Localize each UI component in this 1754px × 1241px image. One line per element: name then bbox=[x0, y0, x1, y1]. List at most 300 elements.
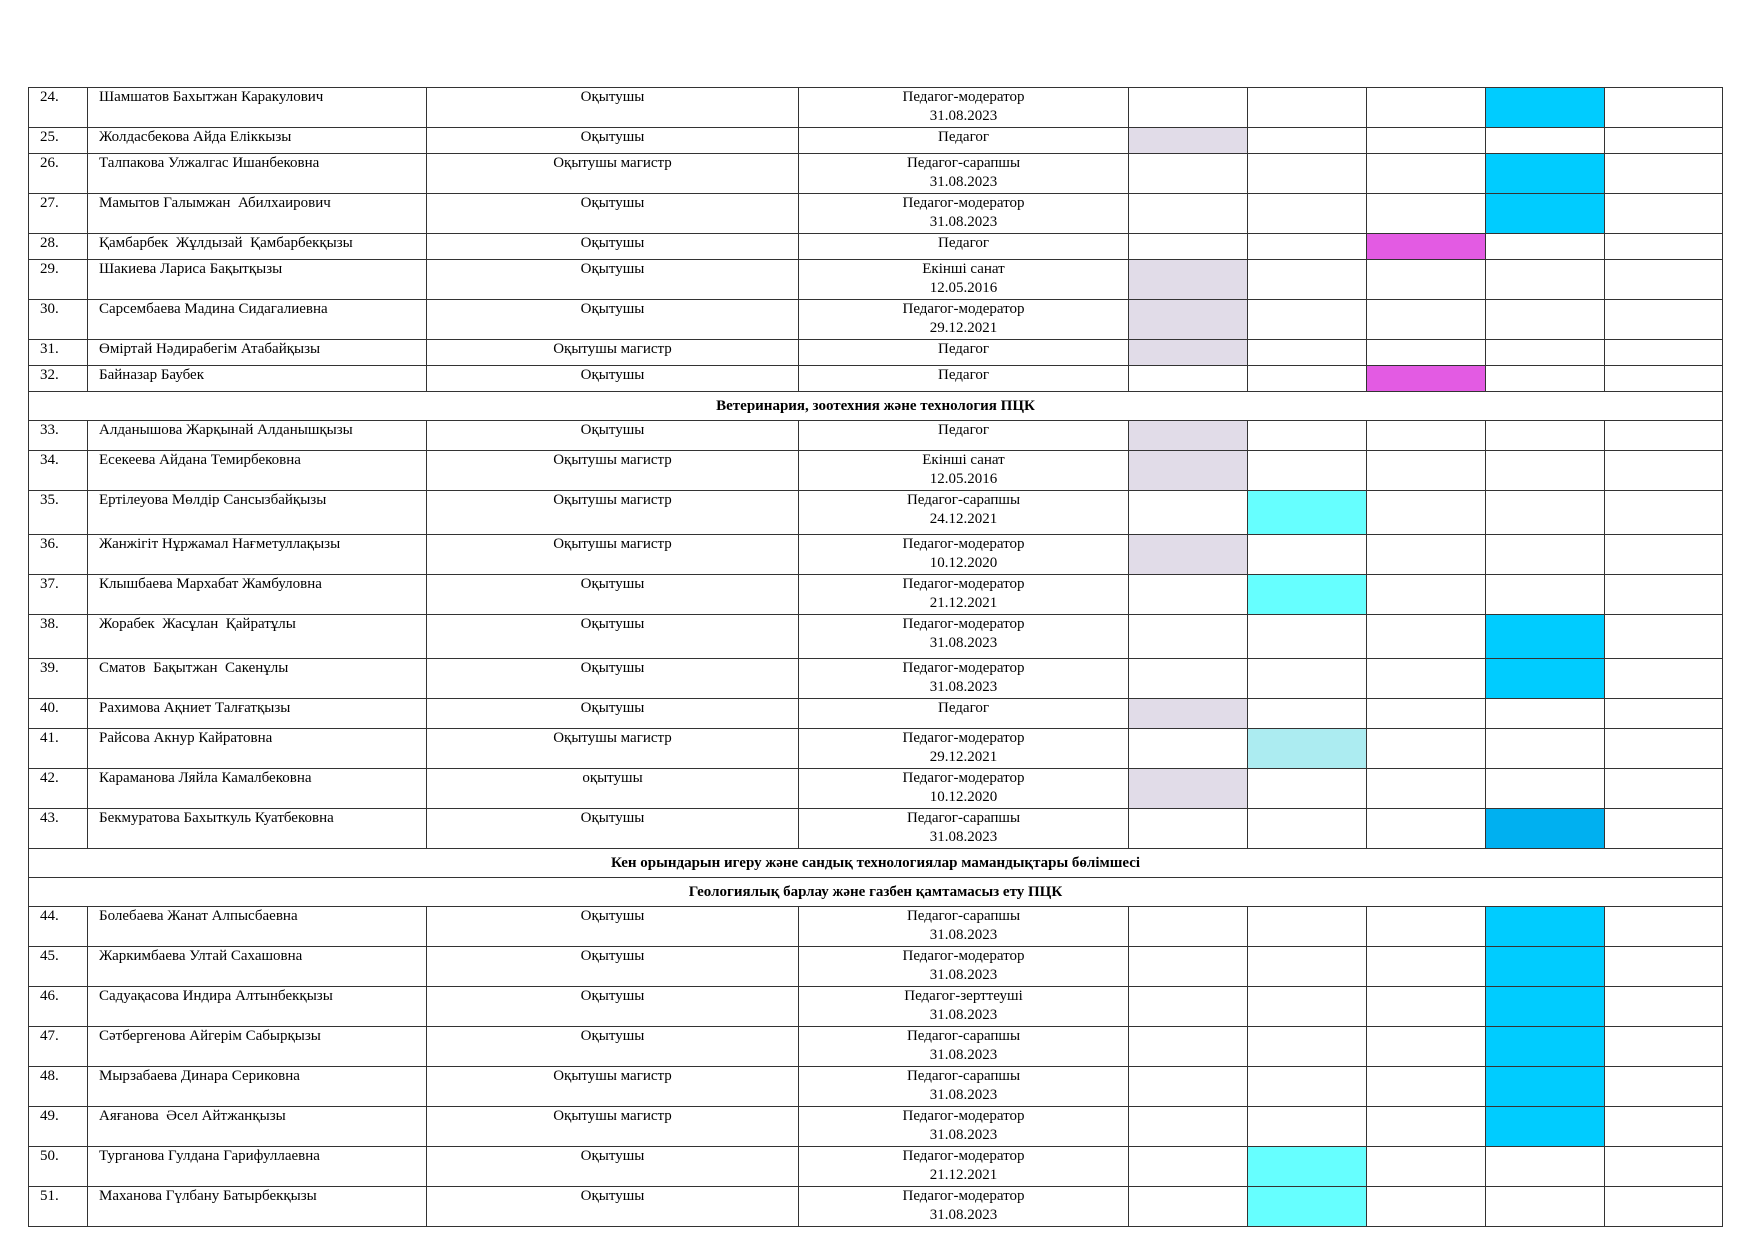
status-cell bbox=[1248, 987, 1367, 1027]
position-cell: Оқытушы bbox=[427, 907, 799, 947]
teacher-name: Шакиева Лариса Бақытқызы bbox=[88, 260, 427, 300]
position-cell: Оқытушы bbox=[427, 300, 799, 340]
teacher-name: Садуақасова Индира Алтынбекқызы bbox=[88, 987, 427, 1027]
status-cell bbox=[1129, 88, 1248, 128]
status-mark-cell bbox=[1486, 1027, 1605, 1067]
status-cell bbox=[1605, 491, 1723, 535]
status-cell bbox=[1367, 194, 1486, 234]
category-name: Педагог bbox=[937, 700, 989, 716]
row-number: 45. bbox=[29, 947, 88, 987]
category-cell bbox=[799, 1187, 1129, 1227]
row-number: 42. bbox=[29, 769, 88, 809]
status-mark-cell bbox=[1248, 729, 1367, 769]
row-number: 30. bbox=[29, 300, 88, 340]
category-date: 31.08.2023 bbox=[929, 174, 998, 190]
position-cell: Оқытушы bbox=[427, 1187, 799, 1227]
position-cell: Оқытушы bbox=[427, 575, 799, 615]
category-name: Педагог bbox=[937, 235, 989, 251]
status-cell bbox=[1248, 1067, 1367, 1107]
category-name: Педагог-сарапшы bbox=[906, 908, 1021, 924]
status-cell bbox=[1486, 128, 1605, 154]
section-header-row bbox=[29, 392, 1723, 421]
category-cell bbox=[799, 575, 1129, 615]
category-name: Педагог-модератор bbox=[902, 770, 1025, 786]
teacher-name: Маханова Гүлбану Батырбекқызы bbox=[88, 1187, 427, 1227]
row-number: 36. bbox=[29, 535, 88, 575]
row-number: 50. bbox=[29, 1147, 88, 1187]
row-number: 43. bbox=[29, 809, 88, 849]
table-row bbox=[29, 729, 1723, 769]
section-header-row bbox=[29, 878, 1723, 907]
status-cell bbox=[1248, 535, 1367, 575]
status-mark-cell bbox=[1367, 366, 1486, 392]
status-cell bbox=[1248, 615, 1367, 659]
table-row bbox=[29, 699, 1723, 729]
category-name: Екінші санат bbox=[922, 261, 1005, 277]
category-cell bbox=[799, 260, 1129, 300]
status-cell bbox=[1605, 194, 1723, 234]
status-mark-cell bbox=[1486, 947, 1605, 987]
status-cell bbox=[1605, 615, 1723, 659]
category-cell bbox=[799, 88, 1129, 128]
status-cell bbox=[1248, 907, 1367, 947]
section-title: Ветеринария, зоотехния және технология ПЦК bbox=[29, 392, 1723, 421]
position-cell: Оқытушы bbox=[427, 128, 799, 154]
position-cell: Оқытушы bbox=[427, 947, 799, 987]
status-cell bbox=[1248, 1107, 1367, 1147]
position-cell: Оқытушы bbox=[427, 88, 799, 128]
category-cell bbox=[799, 421, 1129, 451]
status-cell bbox=[1605, 1067, 1723, 1107]
table-row bbox=[29, 451, 1723, 491]
status-cell bbox=[1367, 535, 1486, 575]
table-row bbox=[29, 1027, 1723, 1067]
table-row bbox=[29, 947, 1723, 987]
category-cell bbox=[799, 366, 1129, 392]
category-date: 31.08.2023 bbox=[929, 967, 998, 983]
table-row bbox=[29, 575, 1723, 615]
status-cell bbox=[1248, 366, 1367, 392]
status-mark-cell bbox=[1367, 234, 1486, 260]
section-title: Кен орындарын игеру және сандық технологиялар мамандықтары бөлімшесі bbox=[29, 849, 1723, 878]
position-cell: Оқытушы bbox=[427, 699, 799, 729]
category-date: 31.08.2023 bbox=[929, 829, 998, 845]
teacher-name: Мамытов Галымжан Абилхаирович bbox=[88, 194, 427, 234]
category-date: 24.12.2021 bbox=[929, 511, 998, 527]
status-cell bbox=[1129, 491, 1248, 535]
category-date: 31.08.2023 bbox=[929, 108, 998, 124]
status-cell bbox=[1605, 1027, 1723, 1067]
status-cell bbox=[1248, 88, 1367, 128]
row-number: 27. bbox=[29, 194, 88, 234]
teacher-name: Бекмуратова Бахыткуль Куатбековна bbox=[88, 809, 427, 849]
table-row bbox=[29, 128, 1723, 154]
teacher-name: Жолдасбекова Айда Еліккызы bbox=[88, 128, 427, 154]
category-name: Педагог-модератор bbox=[902, 1188, 1025, 1204]
status-cell bbox=[1605, 260, 1723, 300]
row-number: 24. bbox=[29, 88, 88, 128]
table-row bbox=[29, 300, 1723, 340]
category-cell bbox=[799, 451, 1129, 491]
category-date: 12.05.2016 bbox=[929, 471, 998, 487]
category-cell bbox=[799, 194, 1129, 234]
category-name: Педагог-модератор bbox=[902, 536, 1025, 552]
teacher-name: Байназар Баубек bbox=[88, 366, 427, 392]
status-mark-cell bbox=[1129, 769, 1248, 809]
position-cell: оқытушы bbox=[427, 769, 799, 809]
category-date: 31.08.2023 bbox=[929, 679, 998, 695]
row-number: 25. bbox=[29, 128, 88, 154]
status-cell bbox=[1486, 575, 1605, 615]
teacher-name: Райсова Акнур Кайратовна bbox=[88, 729, 427, 769]
status-cell bbox=[1367, 907, 1486, 947]
category-date: 21.12.2021 bbox=[929, 1167, 998, 1183]
teacher-name: Жорабек Жасұлан Қайратұлы bbox=[88, 615, 427, 659]
category-name: Педагог-сарапшы bbox=[906, 155, 1021, 171]
category-cell bbox=[799, 154, 1129, 194]
status-cell bbox=[1248, 154, 1367, 194]
table-row bbox=[29, 1107, 1723, 1147]
row-number: 32. bbox=[29, 366, 88, 392]
status-cell bbox=[1486, 1187, 1605, 1227]
status-cell bbox=[1248, 128, 1367, 154]
table-row bbox=[29, 987, 1723, 1027]
status-cell bbox=[1605, 451, 1723, 491]
status-cell bbox=[1367, 659, 1486, 699]
row-number: 37. bbox=[29, 575, 88, 615]
category-name: Педагог-зерттеуші bbox=[904, 988, 1023, 1004]
category-name: Педагог bbox=[937, 367, 989, 383]
status-cell bbox=[1605, 234, 1723, 260]
category-name: Екінші санат bbox=[922, 452, 1005, 468]
status-cell bbox=[1605, 769, 1723, 809]
status-cell bbox=[1367, 729, 1486, 769]
status-mark-cell bbox=[1129, 699, 1248, 729]
status-cell bbox=[1605, 1107, 1723, 1147]
status-cell bbox=[1605, 154, 1723, 194]
teacher-name: Сарсембаева Мадина Сидагалиевна bbox=[88, 300, 427, 340]
status-cell bbox=[1248, 260, 1367, 300]
position-cell: Оқытушы магистр bbox=[427, 154, 799, 194]
position-cell: Оқытушы bbox=[427, 809, 799, 849]
category-name: Педагог-модератор bbox=[902, 195, 1025, 211]
teacher-name: Сәтбергенова Айгерім Сабырқызы bbox=[88, 1027, 427, 1067]
position-cell: Оқытушы магистр bbox=[427, 491, 799, 535]
teacher-name: Шамшатов Бахытжан Каракулович bbox=[88, 88, 427, 128]
table-row bbox=[29, 421, 1723, 451]
position-cell: Оқытушы магистр bbox=[427, 1067, 799, 1107]
category-date: 31.08.2023 bbox=[929, 1007, 998, 1023]
row-number: 41. bbox=[29, 729, 88, 769]
category-cell bbox=[799, 1107, 1129, 1147]
table-row bbox=[29, 1067, 1723, 1107]
category-name: Педагог bbox=[937, 422, 989, 438]
status-cell bbox=[1367, 615, 1486, 659]
status-cell bbox=[1367, 699, 1486, 729]
table-row bbox=[29, 260, 1723, 300]
status-cell bbox=[1129, 659, 1248, 699]
status-cell bbox=[1486, 234, 1605, 260]
status-cell bbox=[1129, 154, 1248, 194]
status-cell bbox=[1367, 575, 1486, 615]
table-row bbox=[29, 1187, 1723, 1227]
status-cell bbox=[1367, 154, 1486, 194]
position-cell: Оқытушы bbox=[427, 366, 799, 392]
status-cell bbox=[1605, 421, 1723, 451]
status-mark-cell bbox=[1486, 809, 1605, 849]
table-row bbox=[29, 615, 1723, 659]
category-date: 31.08.2023 bbox=[929, 1127, 998, 1143]
status-cell bbox=[1605, 340, 1723, 366]
status-cell bbox=[1605, 300, 1723, 340]
status-cell bbox=[1605, 1147, 1723, 1187]
status-cell bbox=[1605, 128, 1723, 154]
row-number: 51. bbox=[29, 1187, 88, 1227]
teacher-name: Есекеева Айдана Темирбековна bbox=[88, 451, 427, 491]
category-name: Педагог bbox=[937, 129, 989, 145]
status-cell bbox=[1486, 300, 1605, 340]
section-header-row bbox=[29, 849, 1723, 878]
teacher-name: Рахимова Ақниет Талғатқызы bbox=[88, 699, 427, 729]
position-cell: Оқытушы bbox=[427, 194, 799, 234]
category-cell bbox=[799, 491, 1129, 535]
status-cell bbox=[1129, 1187, 1248, 1227]
status-cell bbox=[1248, 340, 1367, 366]
status-cell bbox=[1129, 615, 1248, 659]
status-cell bbox=[1129, 809, 1248, 849]
category-date: 31.08.2023 bbox=[929, 635, 998, 651]
status-cell bbox=[1248, 300, 1367, 340]
table-row bbox=[29, 340, 1723, 366]
position-cell: Оқытушы bbox=[427, 260, 799, 300]
status-mark-cell bbox=[1486, 1067, 1605, 1107]
status-mark-cell bbox=[1129, 421, 1248, 451]
position-cell: Оқытушы магистр bbox=[427, 729, 799, 769]
status-cell bbox=[1605, 659, 1723, 699]
section-title: Геологиялық барлау және газбен қамтамасыз ету ПЦК bbox=[29, 878, 1723, 907]
status-cell bbox=[1486, 769, 1605, 809]
category-cell bbox=[799, 340, 1129, 366]
category-cell bbox=[799, 699, 1129, 729]
status-mark-cell bbox=[1486, 987, 1605, 1027]
status-mark-cell bbox=[1129, 535, 1248, 575]
status-cell bbox=[1248, 809, 1367, 849]
category-date: 29.12.2021 bbox=[929, 320, 998, 336]
row-number: 28. bbox=[29, 234, 88, 260]
category-name: Педагог-модератор bbox=[902, 1108, 1025, 1124]
status-cell bbox=[1248, 769, 1367, 809]
position-cell: Оқытушы bbox=[427, 659, 799, 699]
status-cell bbox=[1129, 987, 1248, 1027]
category-cell bbox=[799, 809, 1129, 849]
status-mark-cell bbox=[1248, 1187, 1367, 1227]
position-cell: Оқытушы bbox=[427, 1147, 799, 1187]
category-date: 29.12.2021 bbox=[929, 749, 998, 765]
status-cell bbox=[1367, 300, 1486, 340]
status-cell bbox=[1486, 366, 1605, 392]
status-mark-cell bbox=[1129, 128, 1248, 154]
status-cell bbox=[1367, 491, 1486, 535]
status-mark-cell bbox=[1129, 300, 1248, 340]
row-number: 46. bbox=[29, 987, 88, 1027]
status-cell bbox=[1248, 659, 1367, 699]
row-number: 35. bbox=[29, 491, 88, 535]
status-cell bbox=[1486, 699, 1605, 729]
category-name: Педагог-модератор bbox=[902, 616, 1025, 632]
category-name: Педагог-сарапшы bbox=[906, 810, 1021, 826]
status-cell bbox=[1486, 535, 1605, 575]
status-cell bbox=[1248, 947, 1367, 987]
status-mark-cell bbox=[1129, 451, 1248, 491]
status-cell bbox=[1605, 575, 1723, 615]
row-number: 34. bbox=[29, 451, 88, 491]
status-cell bbox=[1367, 1107, 1486, 1147]
status-cell bbox=[1605, 987, 1723, 1027]
status-cell bbox=[1367, 1187, 1486, 1227]
status-mark-cell bbox=[1248, 491, 1367, 535]
category-date: 31.08.2023 bbox=[929, 1207, 998, 1223]
status-cell bbox=[1367, 421, 1486, 451]
teacher-name: Жаркимбаева Ултай Сахашовна bbox=[88, 947, 427, 987]
status-mark-cell bbox=[1129, 340, 1248, 366]
status-cell bbox=[1367, 260, 1486, 300]
position-cell: Оқытушы магистр bbox=[427, 535, 799, 575]
status-mark-cell bbox=[1486, 88, 1605, 128]
table-row bbox=[29, 491, 1723, 535]
status-cell bbox=[1367, 987, 1486, 1027]
status-cell bbox=[1605, 535, 1723, 575]
teacher-name: Мырзабаева Динара Сериковна bbox=[88, 1067, 427, 1107]
status-cell bbox=[1248, 234, 1367, 260]
status-cell bbox=[1367, 769, 1486, 809]
status-cell bbox=[1605, 699, 1723, 729]
row-number: 49. bbox=[29, 1107, 88, 1147]
teacher-name: Талпакова Улжалгас Ишанбековна bbox=[88, 154, 427, 194]
category-date: 31.08.2023 bbox=[929, 214, 998, 230]
category-name: Педагог-сарапшы bbox=[906, 1028, 1021, 1044]
teacher-name: Өміртай Нәдирабегім Атабайқызы bbox=[88, 340, 427, 366]
category-name: Педагог-модератор bbox=[902, 301, 1025, 317]
table-row bbox=[29, 769, 1723, 809]
teacher-name: Аяғанова Әсел Айтжанқызы bbox=[88, 1107, 427, 1147]
category-name: Педагог-модератор bbox=[902, 660, 1025, 676]
status-cell bbox=[1129, 234, 1248, 260]
status-cell bbox=[1367, 1147, 1486, 1187]
category-cell bbox=[799, 234, 1129, 260]
row-number: 48. bbox=[29, 1067, 88, 1107]
position-cell: Оқытушы bbox=[427, 615, 799, 659]
category-date: 21.12.2021 bbox=[929, 595, 998, 611]
category-cell bbox=[799, 535, 1129, 575]
teacher-name: Караманова Ляйла Камалбековна bbox=[88, 769, 427, 809]
status-mark-cell bbox=[1129, 260, 1248, 300]
table-body bbox=[29, 88, 1723, 1227]
status-cell bbox=[1605, 366, 1723, 392]
status-cell bbox=[1129, 907, 1248, 947]
status-cell bbox=[1367, 809, 1486, 849]
status-mark-cell bbox=[1486, 907, 1605, 947]
status-cell bbox=[1605, 907, 1723, 947]
teacher-name: Клышбаева Мархабат Жамбуловна bbox=[88, 575, 427, 615]
teacher-name: Болебаева Жанат Алпысбаевна bbox=[88, 907, 427, 947]
status-cell bbox=[1605, 947, 1723, 987]
position-cell: Оқытушы bbox=[427, 421, 799, 451]
category-name: Педагог-модератор bbox=[902, 1148, 1025, 1164]
position-cell: Оқытушы магистр bbox=[427, 1107, 799, 1147]
table-row bbox=[29, 535, 1723, 575]
status-mark-cell bbox=[1486, 1107, 1605, 1147]
status-cell bbox=[1486, 729, 1605, 769]
status-cell bbox=[1129, 1147, 1248, 1187]
teacher-name: Сматов Бақытжан Сакенұлы bbox=[88, 659, 427, 699]
teachers-table bbox=[28, 87, 1723, 1227]
category-date: 10.12.2020 bbox=[929, 789, 998, 805]
status-cell bbox=[1605, 729, 1723, 769]
status-cell bbox=[1486, 260, 1605, 300]
position-cell: Оқытушы bbox=[427, 1027, 799, 1067]
category-cell bbox=[799, 300, 1129, 340]
category-date: 31.08.2023 bbox=[929, 1087, 998, 1103]
table-row bbox=[29, 659, 1723, 699]
row-number: 47. bbox=[29, 1027, 88, 1067]
status-cell bbox=[1605, 809, 1723, 849]
status-cell bbox=[1129, 366, 1248, 392]
status-cell bbox=[1486, 491, 1605, 535]
status-cell bbox=[1367, 947, 1486, 987]
position-cell: Оқытушы bbox=[427, 987, 799, 1027]
category-cell bbox=[799, 769, 1129, 809]
category-date: 12.05.2016 bbox=[929, 280, 998, 296]
category-date: 31.08.2023 bbox=[929, 927, 998, 943]
status-cell bbox=[1367, 340, 1486, 366]
status-cell bbox=[1367, 88, 1486, 128]
status-cell bbox=[1367, 1067, 1486, 1107]
status-cell bbox=[1248, 451, 1367, 491]
table-row bbox=[29, 194, 1723, 234]
status-mark-cell bbox=[1248, 575, 1367, 615]
category-cell bbox=[799, 1067, 1129, 1107]
table-row bbox=[29, 907, 1723, 947]
table-row bbox=[29, 1147, 1723, 1187]
category-cell bbox=[799, 659, 1129, 699]
status-mark-cell bbox=[1486, 154, 1605, 194]
category-name: Педагог-модератор bbox=[902, 89, 1025, 105]
status-cell bbox=[1248, 194, 1367, 234]
row-number: 39. bbox=[29, 659, 88, 699]
row-number: 38. bbox=[29, 615, 88, 659]
row-number: 44. bbox=[29, 907, 88, 947]
category-cell bbox=[799, 1027, 1129, 1067]
category-name: Педагог bbox=[937, 341, 989, 357]
category-name: Педагог-модератор bbox=[902, 730, 1025, 746]
category-name: Педагог-модератор bbox=[902, 576, 1025, 592]
status-cell bbox=[1248, 421, 1367, 451]
status-mark-cell bbox=[1248, 1147, 1367, 1187]
row-number: 33. bbox=[29, 421, 88, 451]
status-cell bbox=[1486, 1147, 1605, 1187]
status-cell bbox=[1367, 128, 1486, 154]
status-cell bbox=[1129, 1027, 1248, 1067]
status-cell bbox=[1605, 88, 1723, 128]
table-row bbox=[29, 88, 1723, 128]
status-mark-cell bbox=[1486, 194, 1605, 234]
status-cell bbox=[1129, 1067, 1248, 1107]
category-cell bbox=[799, 128, 1129, 154]
status-cell bbox=[1248, 699, 1367, 729]
row-number: 29. bbox=[29, 260, 88, 300]
category-cell bbox=[799, 987, 1129, 1027]
status-cell bbox=[1129, 729, 1248, 769]
